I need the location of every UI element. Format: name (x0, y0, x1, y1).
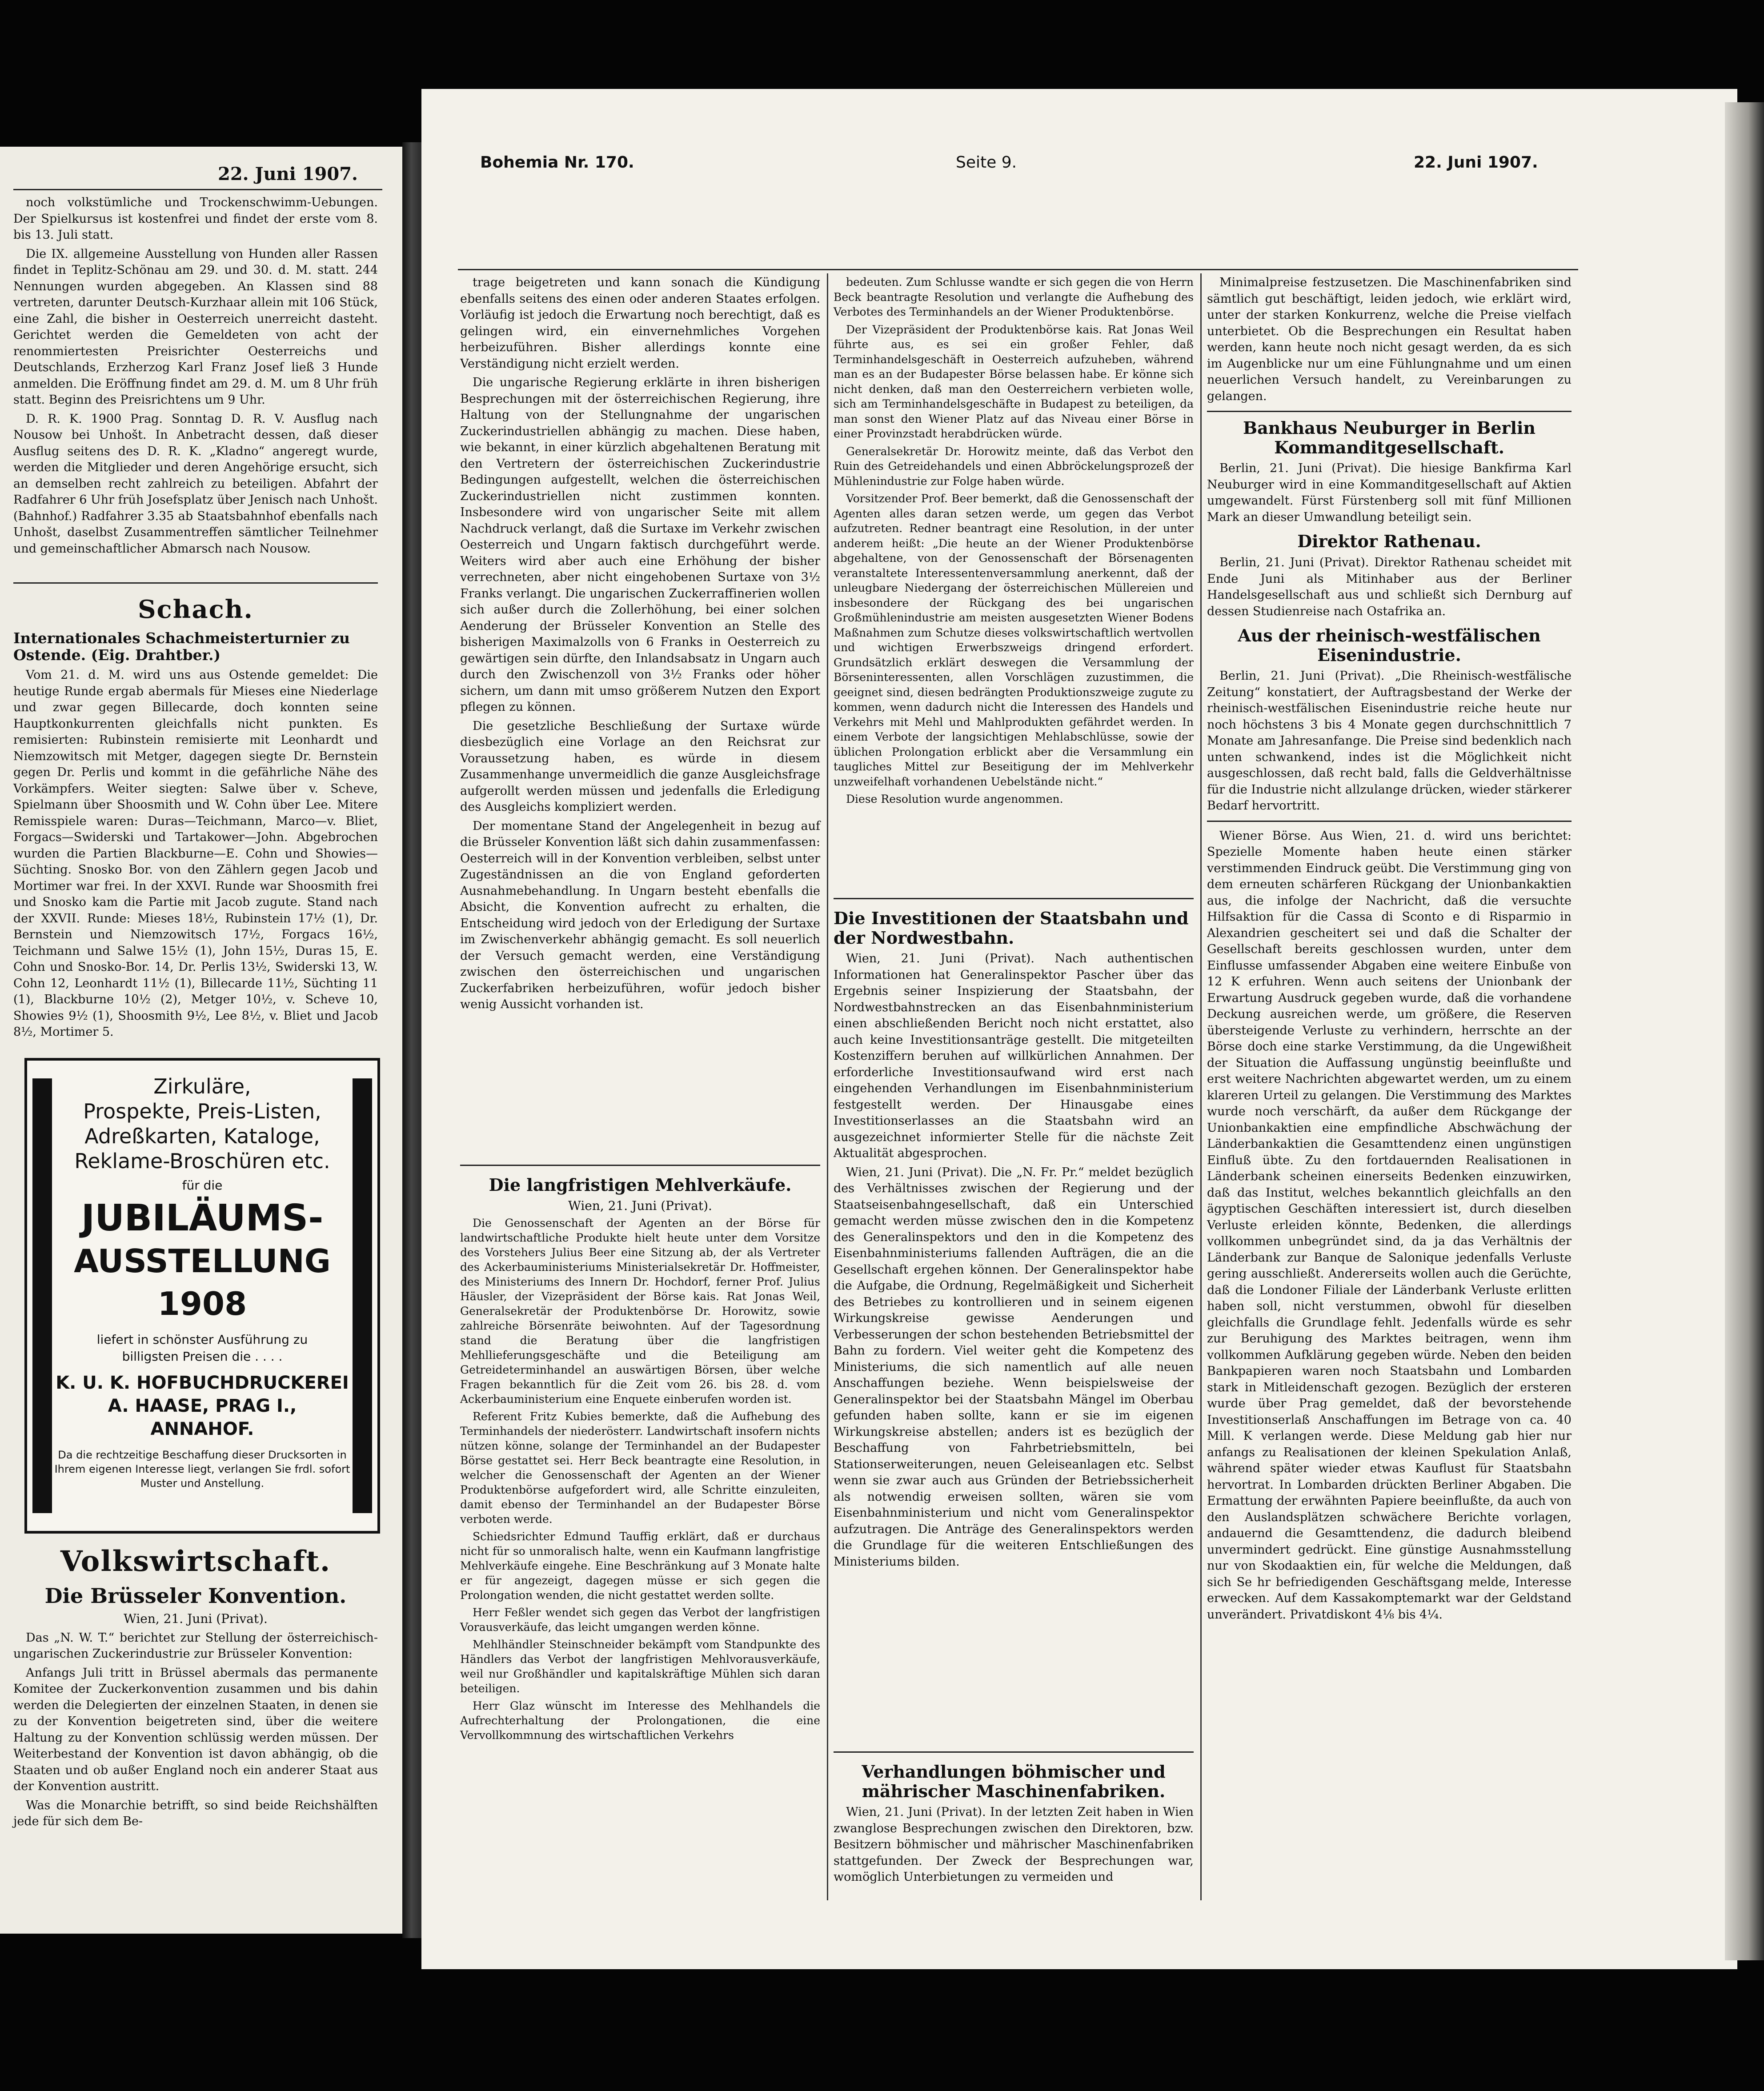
article-paragraph: trage beigetreten und kann sonach die Kündigung ebenfalls seitens des einen oder anderen Staates erfolgen. Vorläufig ist jedoch die Erwartung noch berechtigt, daß es gelingen wird, ein einvernehmliches Vorgehen herbeizuführen. Bisher allerdings konnte eine Verständigung nicht erzielt werden. (460, 276, 820, 371)
ad-line: Adreßkarten, Kataloge, (84, 1124, 320, 1148)
article-paragraph: Wien, 21. Juni (Privat). Die „N. Fr. Pr.“ meldet bezüglich des Verhältnisses zwischen der Regierung und der Staatseisenbahngesellschaft, daß ein Unterschied gemacht werden müsse zwischen den in die Kompetenz des Generalinspektors und den in die Kompetenz des Eisenbahnministeriums fallenden Aufträgen, die an die Gesellschaft ergehen können. Der Generalinspektor habe die Aufgabe, die Ordnung, Regelmäßigkeit und Sicherheit des Betriebes zu kontrollieren und in seinem eigenen Wirkungskreise gewisse Aenderungen und Verbesserungen der schon bestehenden Betriebsmittel der Bahn zu fordern. Viel weiter geht die Kompetenz des Ministeriums, die sich namentlich auf alle neuen Anschaffungen beziehe. Wenn beispielsweise der Generalinspektor bei der Staatsbahn Mängel im Oberbau gefunden haben sollte, kann er sie im eigenen Wirkungskreise abstellen; anders ist es bezüglich der Beschaffung von Fahrbetriebsmitteln, bei Stationserweiterungen, neuen Geleiseanlagen etc. Selbst wenn sie zwar auch aus Gründen der Betriebssicherheit als notwendig erweisen sollten, wären sie vom Eisenbahnministerium und nicht vom Generalinspektor aufzutragen. Die Anträge des Generalinspektors werden die Grundlage für die weiteren Entschließungen des Ministeriums bilden. (834, 1165, 1194, 1569)
ad-printer: K. U. K. HOFBUCHDRUCKEREI (56, 1373, 349, 1393)
vw-paragraph: Was die Monarchie betrifft, so sind beide Reichshälften jede für sich dem Be- (13, 1798, 378, 1829)
article-paragraph: Diese Resolution wurde angenommen. (846, 793, 1063, 805)
section-divider (834, 898, 1194, 899)
ad-big-line: AUSSTELLUNG 1908 (74, 1242, 331, 1322)
left-paragraph: noch volkstümliche und Trockenschwimm-Uebungen. Der Spielkursus ist kostenfrei und findet der erste vom 8. bis 13. Juli statt. (13, 196, 378, 242)
schach-text: Vom 21. d. M. wird uns aus Ostende gemeldet: Die heutige Runde ergab abermals für Mieses eine Niederlage und zwar gegen Billecarde, doch konnten seine Hauptkonkurrenten gleichfalls nicht punkten. Es remisierten: Rubinstein remisierte mit Leonhardt und Niemzowitsch mit Metger, dagegen siegte Dr. Bernstein gegen Dr. Perlis und kommt in die gefährliche Nähe des Vorkämpfers. Weiter siegten: Salwe über v. Scheve, Spielmann über Shoosmith und W. Cohn über Lee. Mitere Remisspiele waren: Duras—Teichmann, Marco—v. Bliet, Forgacs—Swiderski und Tartakower—John. Abgebrochen wurden die Partien Blackburne—E. Cohn und Showies—Süchting. Snosko Bor. von den Zählern gegen Jacob und Mortimer war frei. In der XXVI. Runde war Shoosmith frei und Snosko kam die Partie mit Jacob zugute. Stand nach der XXVII. Runde: Mieses 18½, Rubinstein 17½ (1), Dr. Bernstein und Niemzowitsch 17½, Forgacs 16½, Teichmann und Salwe 15½ (1), John 15½, Duras 15, E. Cohn und Snosko-Bor. 14, Dr. Perlis 13½, Swiderski 13, W. Cohn 12, Leonhardt 11½ (1), Billecarde 11½, Süchting 11 (1), Blackburne 10½ (2), Metger 10½, v. Scheve 10, Showies 9½ (1), Shoosmith 9½, Lee 8½, v. Bliet und Jacob 8½, Mortimer 5. (13, 668, 378, 1039)
ad-fuer-die: für die (182, 1178, 223, 1193)
left-header-rule (13, 189, 382, 190)
column-3 (1207, 275, 1572, 1902)
ad-line: Reklame-Broschüren etc. (74, 1149, 330, 1173)
article-paragraph: Wien, 21. Juni (Privat). In der letzten Zeit haben in Wien zwanglose Besprechungen zwischen den Direktoren, bzw. Besitzern böhmischer und mährischer Maschinenfabriken stattgefunden. Der Zweck der Besprechungen war, womöglich Unterbietungen zu vermeiden und (834, 1805, 1194, 1884)
article-paragraph: Referent Fritz Kubies bemerkte, daß die Aufhebung des Terminhandels der niederösterr. Landwirtschaft insofern nichts nützen könne, solange der Terminhandel an der Budapester Börse gestattet sei. Herr Beck beantragte eine Resolution, in welcher die Genossenschaft der Agenten an der Wiener Produktenbörse aufgefordert wird, alle Schritte einzuleiten, damit ebenso der Terminhandel an der Budapester Börse verboten werde. (460, 1410, 820, 1526)
column-2-top (834, 275, 1194, 897)
volkswirtschaft-section (13, 1542, 378, 1829)
article-paragraph: Die Genossenschaft der Agenten an der Börse für landwirtschaftliche Produkte hielt heute unter dem Vorsitze des Vorstehers Julius Beer eine Sitzung ab, der als Vertreter des Ackerbauministeriums Ministerialsekretär Dr. Hoffmeister, des Ministeriums des Innern Dr. Hochdorf, ferner Prof. Julius Häusler, der Vizepräsident der Börse kais. Rat Jonas Weil, Generalsekretär der Produktenbörse Dr. Horowitz, sowie zahlreiche Börsenräte beiwohnten. Auf der Tagesordnung stand die Beratung über die langfristigen Mehllieferungsgeschäfte und die Beteiligung am Getreideterminhandel an auswärtigen Börsen, über welche Fragen bekanntlich für die Zeit vom 26. bis 28. d. vom Ackerbauministerium eine Enquete einberufen worden ist. (460, 1216, 820, 1406)
eisenindustrie-heading: Aus der rheinisch-westfälischen Eisenindustrie. (1238, 625, 1541, 665)
mehlverkaeufe-heading: Die langfristigen Mehlverkäufe. (489, 1175, 792, 1195)
article-paragraph: Berlin, 21. Juni (Privat). Direktor Rathenau scheidet mit Ende Juni als Mitinhaber aus der Berliner Handelsgesellschaft aus und schließt sich Dernburg auf dessen Studienreise nach Ostafrika an. (1207, 556, 1572, 618)
article-paragraph: Mehlhändler Steinschneider bekämpft vom Standpunkte des Händlers das Verbot der langfristigen Mehlvorausverkäufe, weil nur Großhändler und kapitalskräftige Mühlen sich daran beteiligen. (460, 1638, 820, 1695)
dateline: Wien, 21. Juni (Privat). (124, 1611, 268, 1626)
page-edge (1725, 102, 1764, 1960)
article-paragraph: Herr Feßler wendet sich gegen das Verbot der langfristigen Vorausverkäufe, das leicht umgangen werden könne. (460, 1606, 820, 1634)
ad-line: Prospekte, Preis-Listen, (83, 1099, 321, 1123)
schach-heading: Schach. (138, 595, 253, 624)
section-divider (834, 1751, 1194, 1753)
neuburger-heading: Bankhaus Neuburger in Berlin Kommanditgesellschaft. (1243, 418, 1536, 457)
article-paragraph: Der momentane Stand der Angelegenheit in bezug auf die Brüsseler Konvention läßt sich dahin zusammenfassen: Oesterreich will in der Konvention verbleiben, selbst unter Zugeständnissen an die von England geforderten Ausnahmebehandlung. In Ungarn besteht ebenfalls die Absicht, die Konvention aufrecht zu erhalten, die Entscheidung wird jedoch von der Erledigung der Surtaxe im Zwischenverkehr abhängig gemacht. Es soll neuerlich der Versuch gemacht werden, eine Verständigung zwischen den österreichischen und ungarischen Zuckerfabriken herbeizuführen, wofür jedoch bisher wenig Aussicht vorhanden ist. (460, 819, 820, 1011)
investitionen-heading: Die Investitionen der Staatsbahn und der Nordwestbahn. (834, 908, 1189, 948)
article-paragraph: Wien, 21. Juni (Privat). Nach authentischen Informationen hat Generalinspektor Pascher über das Ergebnis seiner Inspizierung der Staatsbahn, der Nordwestbahnstrecken an das Eisenbahnministerium einen abschließenden Bericht noch nicht erstattet, also auch keine Investitionsanträge gestellt. Die mitgeteilten Kostenziffern beruhen auf willkürlichen Annahmen. Der erforderliche Investitionsaufwand wird erst nach eingehenden Verhandlungen im Eisenbahnministerium festgestellt werden. Der Hinausgabe eines Investitionserlasses an die Staatsbahn wird an ausgezeichnet informierter Stelle für die nächste Zeit Aktualität abgesprochen. (834, 952, 1194, 1161)
running-head-center: Seite 9. (956, 153, 1017, 172)
schach-section (13, 589, 378, 1051)
article-paragraph: Berlin, 21. Juni (Privat). „Die Rheinisch-westfälische Zeitung“ konstatiert, der Auftragsbestand der Werke der rheinisch-westfälischen Eisenindustrie reiche heute nur noch höchstens 3 bis 4 Monate gegen durchschnittlich 7 Monate am Jahresanfange. Die Preise sind bedenklich nach unten schwankend, indes ist die Möglichkeit nicht ausgeschlossen, daß recht bald, falls die Geldverhältnisse für die Industrie nicht allzulange drücken, wieder stärkerer Bedarf hervortritt. (1207, 669, 1572, 813)
article-paragraph: Schiedsrichter Edmund Tauffig erklärt, daß er durchaus nicht für so unmoralisch halte, wenn ein Kaufmann langfristige Mehlverkäufe eingehe. Eine Beschränkung auf 3 Monate halte er für angezeigt, dagegen müsse er sich gegen die Prolongation wenden, die nicht gestattet werden sollte. (460, 1530, 820, 1602)
vw-paragraph: Anfangs Juli tritt in Brüssel abermals das permanente Komitee der Zuckerkonvention zusammen und bis dahin werden die Delegierten der einzelnen Staaten, in denen sie zu der Konvention beigetreten sind, über die weitere Haltung zu der Konvention schlüssig werden müssen. Der Weiterbestand der Konvention ist davon abhängig, ob die Staaten und ob außer England noch ein anderer Staat aus der Konvention austritt. (13, 1666, 378, 1794)
rathenau-heading: Direktor Rathenau. (1297, 531, 1481, 552)
dateline: Wien, 21. Juni (Privat). (568, 1198, 712, 1213)
running-head-left: Bohemia Nr. 170. (480, 153, 634, 172)
section-divider (1207, 411, 1572, 412)
column-2-middle (834, 902, 1194, 1747)
left-paragraph: D. R. K. 1900 Prag. Sonntag D. R. V. Ausflug nach Nousow bei Unhošt. In Anbetracht dessen, daß dieser Ausflug seitens des D. R. K. „Kladno“ angeregt wurde, werden die Mitglieder und deren Angehörige ersucht, sich an demselben recht zahlreich zu beteiligen. Abfahrt der Radfahrer 6 Uhr früh Josefsplatz über Jenisch nach Unhošt. (Bahnhof.) Radfahrer 3.35 ab Staatsbahnhof ebenfalls nach Unhošt, daselbst Zusammentreffen sämtlicher Teilnehmer und gemeinschaftlicher Abmarsch nach Nousow. (13, 412, 378, 556)
article-paragraph: Der Vizepräsident der Produktenbörse kais. Rat Jonas Weil führte aus, es sei ein großer Fehler, daß Terminhandelsgeschäft in Oesterreich aufzuheben, während man es an der Budapester Börse belassen habe. Er könne sich nicht denken, daß man den Oesterreichern verbieten wolle, sich am Terminhandelsgeschäfte in Budapest zu beteiligen, da man sonst den Wiener Platz auf das Niveau einer Börse in einer Provinzstadt herabdrücken würde. (834, 323, 1194, 440)
advertisement-box (24, 1058, 380, 1534)
ad-line: Zirkuläre, (153, 1074, 251, 1098)
vw-paragraph: Das „N. W. T.“ berichtet zur Stellung der österreichisch-ungarischen Zuckerindustrie zur Brüsseler Konvention: (13, 1630, 378, 1661)
article-paragraph: Berlin, 21. Juni (Privat). Die hiesige Bankfirma Karl Neuburger wird in eine Kommanditgesellschaft auf Aktien umgewandelt. Fürst Fürstenberg soll mit fünf Millionen Mark an dieser Umwandlung beteiligt sein. (1207, 461, 1572, 524)
volkswirtschaft-heading: Volkswirtschaft. (60, 1545, 331, 1578)
column-rule (1200, 273, 1202, 1900)
running-head-right: 22. Juni 1907. (1414, 153, 1538, 172)
section-divider (13, 582, 378, 584)
article-paragraph: bedeuten. Zum Schlusse wandte er sich gegen die von Herrn Beck beantragte Resolution und verlangte die Aufhebung des Verbotes des Terminhandels an der Wiener Produktenbörse. (834, 276, 1194, 318)
ad-delivery: billigsten Preisen die . . . . (122, 1349, 283, 1364)
ad-right-bar (353, 1078, 372, 1513)
article-paragraph: Vorsitzender Prof. Beer bemerkt, daß die Genossenschaft der Agenten alles daran setzen werde, um gegen das Verbot aufzutreten. Redner beantragt eine Resolution, in der unter anderem heißt: „Die heute an der Wiener Produktenbörse abgehaltene, von der Genossenschaft der Börsenagenten veranstaltete Interessentenversammlung anerkennt, daß der unleugbare Niedergang der österreichischen Müllereien und insbesondere der Rückgang des bei ungarischen Großmühlenindustrie am meisten ausgesetzten Wiener Bodens Maßnahmen zum Schutze dieses volkswirtschaftlich wertvollen und wichtigen Erwerbszweigs dringend erfordert. Grundsätzlich erklärt deswegen die Versammlung der Börseninteressenten, allen Vorschlägen zuzustimmen, die geeignet sind, diesen bedrängten Produktionszweige zugute zu kommen, wenn dadurch nicht die Interessen des Handels und Verkehrs mit Mehl und Mahlprodukten gefährdet werden. In einem Verbote der langsichtigen Mehlabschlüsse, sowie der üblichen Prolongation erblickt aber die Versammlung ein taugliches Mittel zur Beseitigung der im Mehlverkehr unzweifelhaft vorhandenen Uebelstände nicht.“ (834, 492, 1194, 788)
ad-big-line: JUBILÄUMS- (81, 1197, 324, 1239)
article-paragraph: Minimalpreise festzusetzen. Die Maschinenfabriken sind sämtlich gut beschäftigt, leiden jedoch, wie erklärt wird, unter der starken Konkurrenz, welche die Preise vielfach unterbietet. Ob die Besprechungen ein Resultat haben werden, kann heute noch nicht gesagt werden, da es sich im Augenblicke nur um eine Fühlungnahme und um einen neuerlichen Versuch handelt, zu Vereinbarungen zu gelangen. (1207, 276, 1572, 403)
ad-delivery: liefert in schönster Ausführung zu (96, 1332, 308, 1347)
article-paragraph: Wiener Börse. Aus Wien, 21. d. wird uns berichtet: Spezielle Momente haben heute einen stärker verstimmenden Eindruck geübt. Die Verstimmung ging von dem erneuten schärferen Rückgang der Unionbankaktien aus, die infolge der Nachricht, daß die versuchte Hilfsaktion für die Cassa di Sconto e di Risparmio in Alexandrien gescheitert sei und daß die Schalter der Gesellschaft bereits geschlossen wurden, unter dem Einflusse umfassender Abgaben eine weitere Einbuße von 12 K erfuhren. Wenn auch seitens der Unionbank der Erwartung Ausdruck gegeben wurde, daß die vorhandene Deckung ausreichen werde, um größere, die Reserven übersteigende Verluste zu verhindern, herrschte an der Börse doch eine starke Verstimmung, da die Ungewißheit der Situation die Auffassung ungünstig beeinflußte und erst weitere Nachrichten abgewartet werden, um zu einem klareren Urteil zu gelangen. Die Verstimmung des Marktes wurde noch verschärft, da außer dem Rückgange der Unionbankaktien eine empfindliche Abschwächung der Länderbankaktien die Gesamttendenz einen ungünstigen Einfluß übte. Zu den fortdauernden Realisationen in Länderbank scheinen einerseits Bedenken einzuwirken, daß das Institut, welches bekanntlich gleichfalls an den ägyptischen Geschäften interessiert ist, durch dieselben Verluste erleiden könnte, Bedenken, die allerdings vollkommen unbegründet sind, da ja das Verhältnis der Länderbank zur Banque de Salonique jedenfalls Verluste gering ausschließt. Andererseits wollen auch die Gerüchte, daß die Londoner Filiale der Länderbank Verluste erlitten haben soll, nicht verstummen, obwohl für dieselben gleichfalls die Grundlage fehlt. Jedenfalls würde es sehr zur Beruhigung des Marktes beitragen, wenn ihm vollkommen Aufklärung gegeben würde. Neben den beiden Bankpapieren waren noch Staatsbahn und Lombarden stark in Mitleidenschaft gezogen. Bezüglich der ersteren wurde über Prag gemeldet, daß der bevorstehende Investitionserlaß Anschaffungen im Betrage von ca. 40 Mill. K verlangen werde. Diese Meldung gab hier nur anfangs zu Realisationen der kleinen Spekulation Anlaß, während später wieder etwas Kauflust für Staatsbahn hervortrat. In Lombarden drückten Berliner Abgaben. Die Ermattung der erwähnten Papiere beeinflußte, da auch von den Auslandsplätzen schwächere Berichte vorlagen, andauernd die Gesamttendenz, die dadurch bleibend unvermindert gedrückt. Eine günstige Ausnahmsstellung nur von Skodaaktien ein, für welche die Meldungen, daß sich Se hr befriedigenden Geschäftsgang melde, Interesse erwecken. Auf dem Kassakomptemarkt war der Geldstand unverändert. Privatdiskont 4⅛ bis 4¼. (1207, 829, 1572, 1622)
column-2-bottom (834, 1756, 1194, 1903)
ad-left-bar (32, 1078, 52, 1513)
maschinenfabriken-heading: Verhandlungen böhmischer und mährischer Maschinenfabriken. (862, 1762, 1166, 1801)
article-paragraph: Die ungarische Regierung erklärte in ihren bisherigen Besprechungen mit der österreichischen Regierung, ihre Haltung von der Stellungnahme der ungarischen Zuckerindustriellen abhängig zu machen. Diese haben, wie bekannt, in einer kürzlich abgehaltenen Beratung mit den Vertretern der österreichischen Zuckerindustrie Bedingungen aufgestellt, welchen die österreichischen Zuckerindustriellen nicht zustimmen konnten. Insbesondere wird von ungarischer Seite mit allem Nachdruck verlangt, daß die Surtaxe im Verkehr zwischen Oesterreich und Ungarn faktisch durchgeführt werde. Weiters wird aber auch eine Erhöhung der bisher verrechneten, aber nicht eingehobenen Surtaxe von 3½ Franks verlangt. Die ungarischen Zuckerraffinerien wollen sich außer durch die Zollerhöhung, bei einer solchen Aenderung der Brüsseler Konvention an Stelle des bisherigen Maximalzolls von 6 Franks in Oesterreich zu gewärtigen sein dürfte, den Inlandsabsatz in Ungarn auch durch den Zwischenzoll von 3½ Franks oder höher sichern, um dann mit umso größerem Nutzen den Export pflegen zu können. (460, 376, 820, 714)
article-paragraph: Herr Glaz wünscht im Interesse des Mehlhandels die Aufrechterhaltung der Prolongationen, die eine Vervollkommnung des wirtschaftlichen Verkehrs (460, 1699, 820, 1742)
article-paragraph: Generalsekretär Dr. Horowitz meinte, daß das Verbot den Ruin des Getreidehandels und einen Abbröckelungsprozeß der Mühlenindustrie zur Folge haben würde. (834, 445, 1194, 488)
column-rule (827, 273, 828, 1900)
section-divider (460, 1165, 820, 1166)
left-page-date: 22. Juni 1907. (218, 164, 358, 184)
article-paragraph: Die gesetzliche Beschließung der Surtaxe würde diesbezüglich eine Vorlage an den Reichsrat zur Voraussetzung haben, es würde in diesem Zusammenhange unvermeidlich die ganze Ausgleichsfrage aufgerollt werden müssen und jedenfalls die Erledigung des Ausgleichs kompliziert werden. (460, 719, 820, 814)
schach-subheading: Internationales Schachmeisterturnier zu Ostende. (Eig. Drahtber.) (13, 629, 350, 664)
ad-content (54, 1074, 351, 1490)
left-paragraph: Die IX. allgemeine Ausstellung von Hunden aller Rassen findet in Teplitz-Schönau am 29. und 30. d. M. statt. 244 Nennungen wurden abgegeben. An Klassen sind 88 vertreten, darunter Deutsch-Kurzhaar allein mit 106 Stück, eine Zahl, die bisher in Oesterreich unerreicht dasteht. Gerichtet werden die Gemeldeten von acht der renommiertesten Preisrichter Oesterreichs und Deutschlands, Erzherzog Karl Franz Josef ließ 3 Hunde anmelden. Die Eröffnung findet am 29. d. M. um 8 Uhr früh statt. Beginn des Preisrichtens um 9 Uhr. (13, 247, 378, 407)
column-1-top (460, 275, 820, 1164)
left-top-column (13, 195, 378, 586)
bruesseler-heading: Die Brüsseler Konvention. (44, 1583, 347, 1608)
ad-printer: A. HAASE, PRAG I., ANNAHOF. (108, 1396, 297, 1439)
column-1-bottom (460, 1169, 820, 1898)
section-divider (1207, 821, 1572, 822)
header-rule (458, 269, 1578, 270)
ad-note: Da die rechtzeitige Beschaffung dieser Drucksorten in Ihrem eigenen Interesse liegt, verlangen Sie frdl. sofort Muster und Anstellung. (54, 1449, 350, 1490)
